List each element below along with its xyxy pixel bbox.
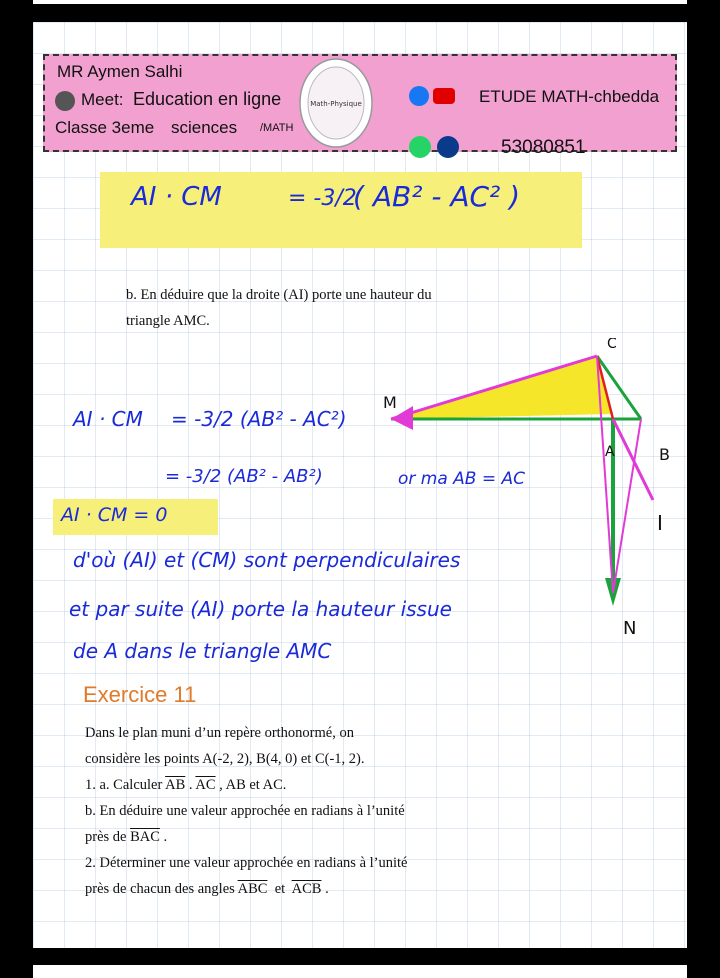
phone-icon[interactable]: [437, 136, 459, 158]
solution-line5: et par suite (AI) porte la hauteur issue: [69, 597, 452, 621]
solution-line6: de A dans le triangle AMC: [73, 639, 332, 663]
question-b: [126, 284, 432, 336]
exercise-q1a: [85, 772, 407, 798]
meet-prefix: Meet:: [81, 90, 124, 109]
whatsapp-icon[interactable]: [409, 136, 431, 158]
meet-icon: [55, 91, 75, 111]
exercise-title: Exercice 11: [83, 682, 197, 707]
segment-AI: [613, 419, 653, 500]
logo-text: Math-Physique: [310, 100, 362, 108]
formula-eq: = -3/2: [288, 186, 357, 211]
header-banner: [43, 54, 677, 158]
exercise-q1b-line1: b. En déduire une valeur approchée en radians à l’unité: [85, 803, 405, 819]
q1a-dot: .: [185, 777, 196, 793]
q1b-post: .: [159, 829, 168, 845]
q2-angle-acb: $\overline{ACB}$: [291, 881, 322, 897]
formula-lhs: AI · CM: [131, 182, 222, 212]
q2-pre: près de chacun des angles: [85, 881, 235, 897]
question-b-line2: triangle AMC.: [126, 313, 210, 329]
q2-angle-abc: $\overline{ABC}$: [237, 881, 268, 897]
label-B: B: [659, 445, 670, 464]
channel-name: ETUDE MATH-chbedda: [479, 87, 660, 106]
label-N: N: [623, 618, 637, 638]
class-label: Classe 3eme: [55, 118, 155, 137]
q2-post: .: [321, 881, 329, 897]
solution-line4: d'où (AI) et (CM) sont perpendiculaires: [73, 548, 461, 572]
exercise-q2-line2: [85, 876, 407, 902]
solution-line3: AI · CM = 0: [61, 504, 168, 526]
bottom-edge-strip: [33, 965, 687, 978]
class-small: /MATH: [260, 122, 294, 134]
exercise-q2-line1: 2. Déterminer une valeur approchée en radians à l’unité: [85, 855, 408, 871]
solution-line2-note: or ma AB = AC: [398, 469, 526, 489]
meet-label: Education en ligne: [133, 89, 282, 109]
q2-mid: et: [267, 881, 292, 897]
class-suffix: sciences: [171, 118, 238, 137]
label-A: A: [605, 444, 615, 460]
school-logo: [297, 56, 375, 150]
teacher-name: MR Aymen Salhi: [57, 62, 183, 81]
exercise-p2: considère les points A(-2, 2), B(4, 0) et C(-1, 2).: [85, 751, 365, 767]
exercise-q1b-line2: [85, 824, 407, 850]
youtube-icon[interactable]: [433, 88, 455, 104]
question-b-line1: b. En déduire que la droite (AI) porte une hauteur du: [126, 287, 432, 303]
solution-line2: = -3/2 (AB² - AB²): [165, 466, 323, 487]
phone-number: 53080851: [501, 137, 586, 158]
top-edge-strip: [33, 0, 687, 4]
exercise-p1: Dans le plan muni d’un repère orthonormé, on: [85, 725, 354, 741]
q1a-vector-ab: $\overline{AB}$: [165, 777, 186, 793]
q1a-vector-ac: $\overline{AC}$: [195, 777, 216, 793]
label-M: M: [383, 393, 397, 412]
notebook-page: [33, 22, 687, 948]
q1b-angle: $\overline{BAC}$: [130, 829, 160, 845]
q1b-pre: près de: [85, 829, 127, 845]
exercise-body: [85, 720, 407, 902]
facebook-icon[interactable]: [409, 86, 429, 106]
q1a-post: , AB et AC.: [215, 777, 287, 793]
formula-rhs: ( AB² - AC² ): [353, 180, 521, 213]
solution-line1-rhs: = -3/2 (AB² - AC²): [171, 407, 347, 431]
label-C: C: [607, 338, 617, 352]
solution-line1-lhs: AI · CM: [73, 407, 143, 431]
q1a-pre: 1. a. Calculer: [85, 777, 163, 793]
label-I: I: [657, 511, 663, 535]
